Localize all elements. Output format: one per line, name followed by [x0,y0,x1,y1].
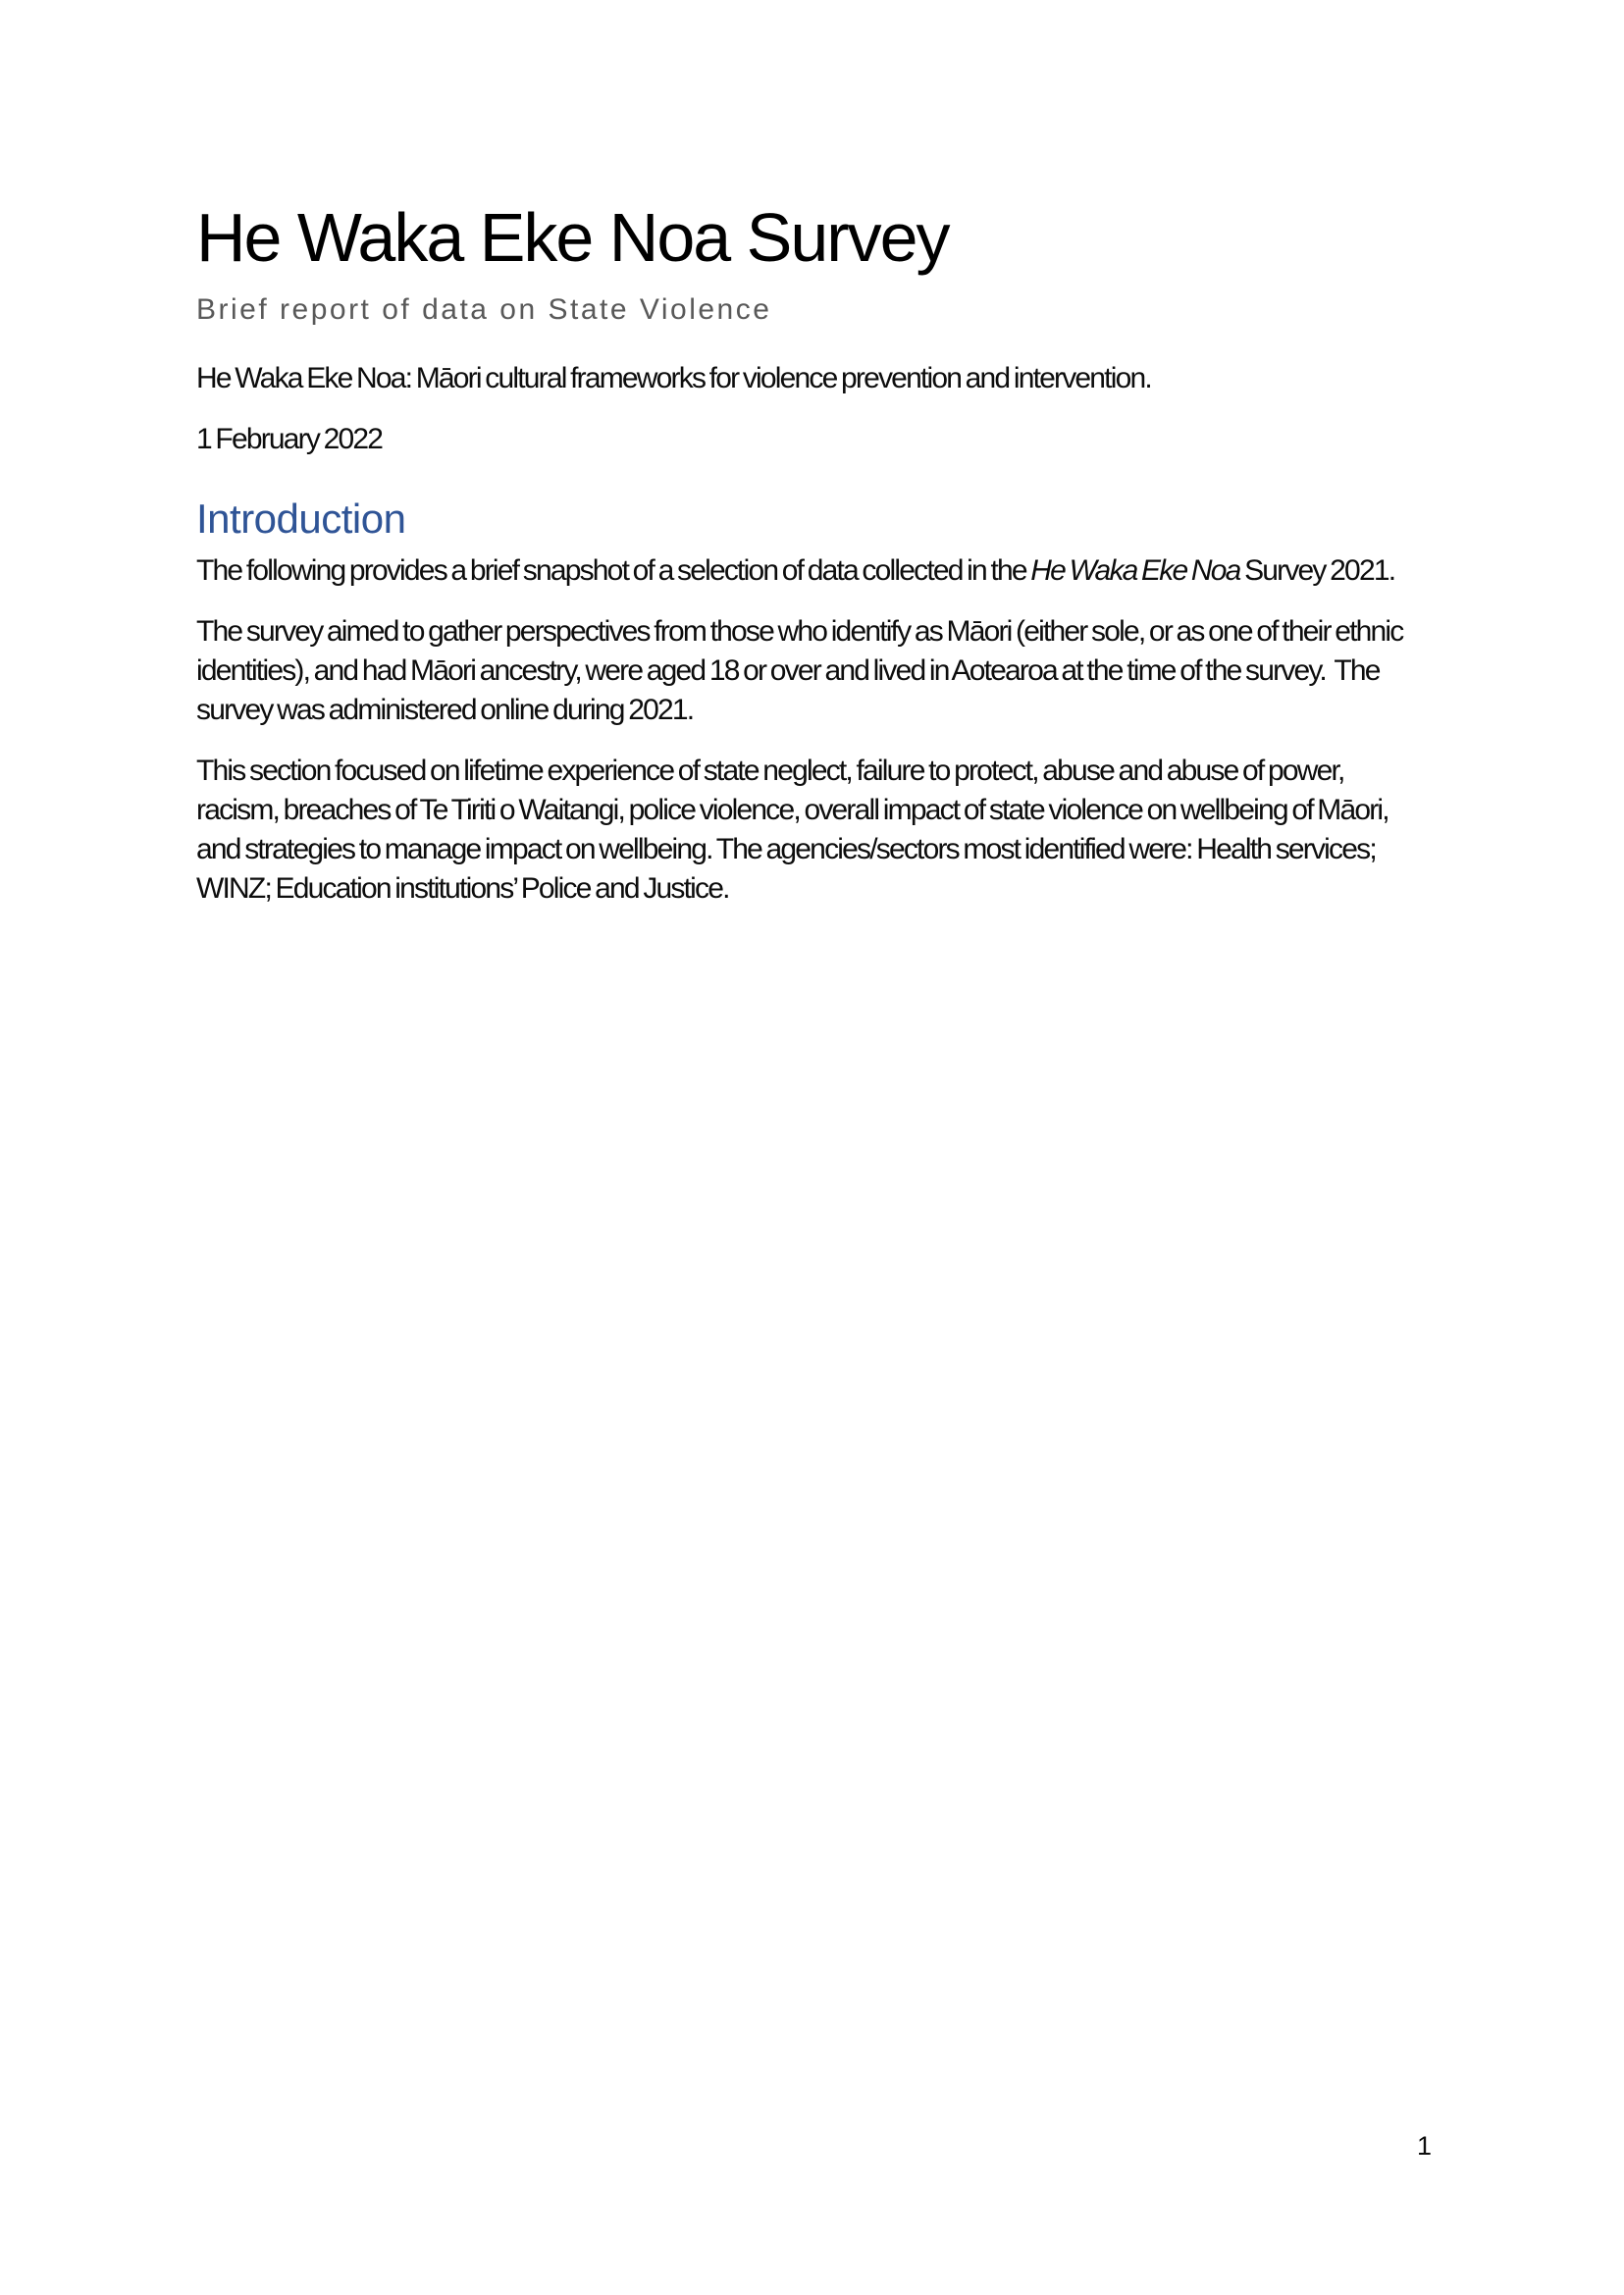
report-tagline: He Waka Eke Noa: Māori cultural frameworks for violence prevention and intervention. [196,362,1151,394]
intro-paragraph-2: The survey aimed to gather perspectives from those who identify as Māori (either sole, or as one of their ethnic identities), and had Māori ancestry, were aged 18 or over and lived in Aotearoa at the time of the survey. The survey was administered online during 2021. [196,615,1407,726]
page-number: 1 [1416,2131,1432,2161]
intro-paragraph-1 [196,551,1428,591]
document-title: He Waka Eke Noa Survey [196,199,949,276]
section-heading-introduction: Introduction [196,496,406,542]
intro-paragraph-1-tail: Survey 2021. [1239,554,1395,587]
intro-paragraph-3: This section focused on lifetime experience of state neglect, failure to protect, abuse and abuse of power, racism, breaches of Te Tiriti o Waitangi, police violence, overall impact of state violence on wellbeing of Māori, and strategies to manage impact on wellbeing. The agencies/sectors most identified were: Health services; WINZ; Education institutions’ Police and Justice. [196,755,1393,905]
report-date: 1 February 2022 [196,423,383,455]
intro-paragraph-1-survey-name-italic: He Waka Eke Noa [1030,554,1240,587]
document-subtitle: Brief report of data on State Violence [196,293,772,326]
intro-paragraph-1-lead: The following provides a brief snapshot of a selection of data collected in the [196,554,1031,587]
